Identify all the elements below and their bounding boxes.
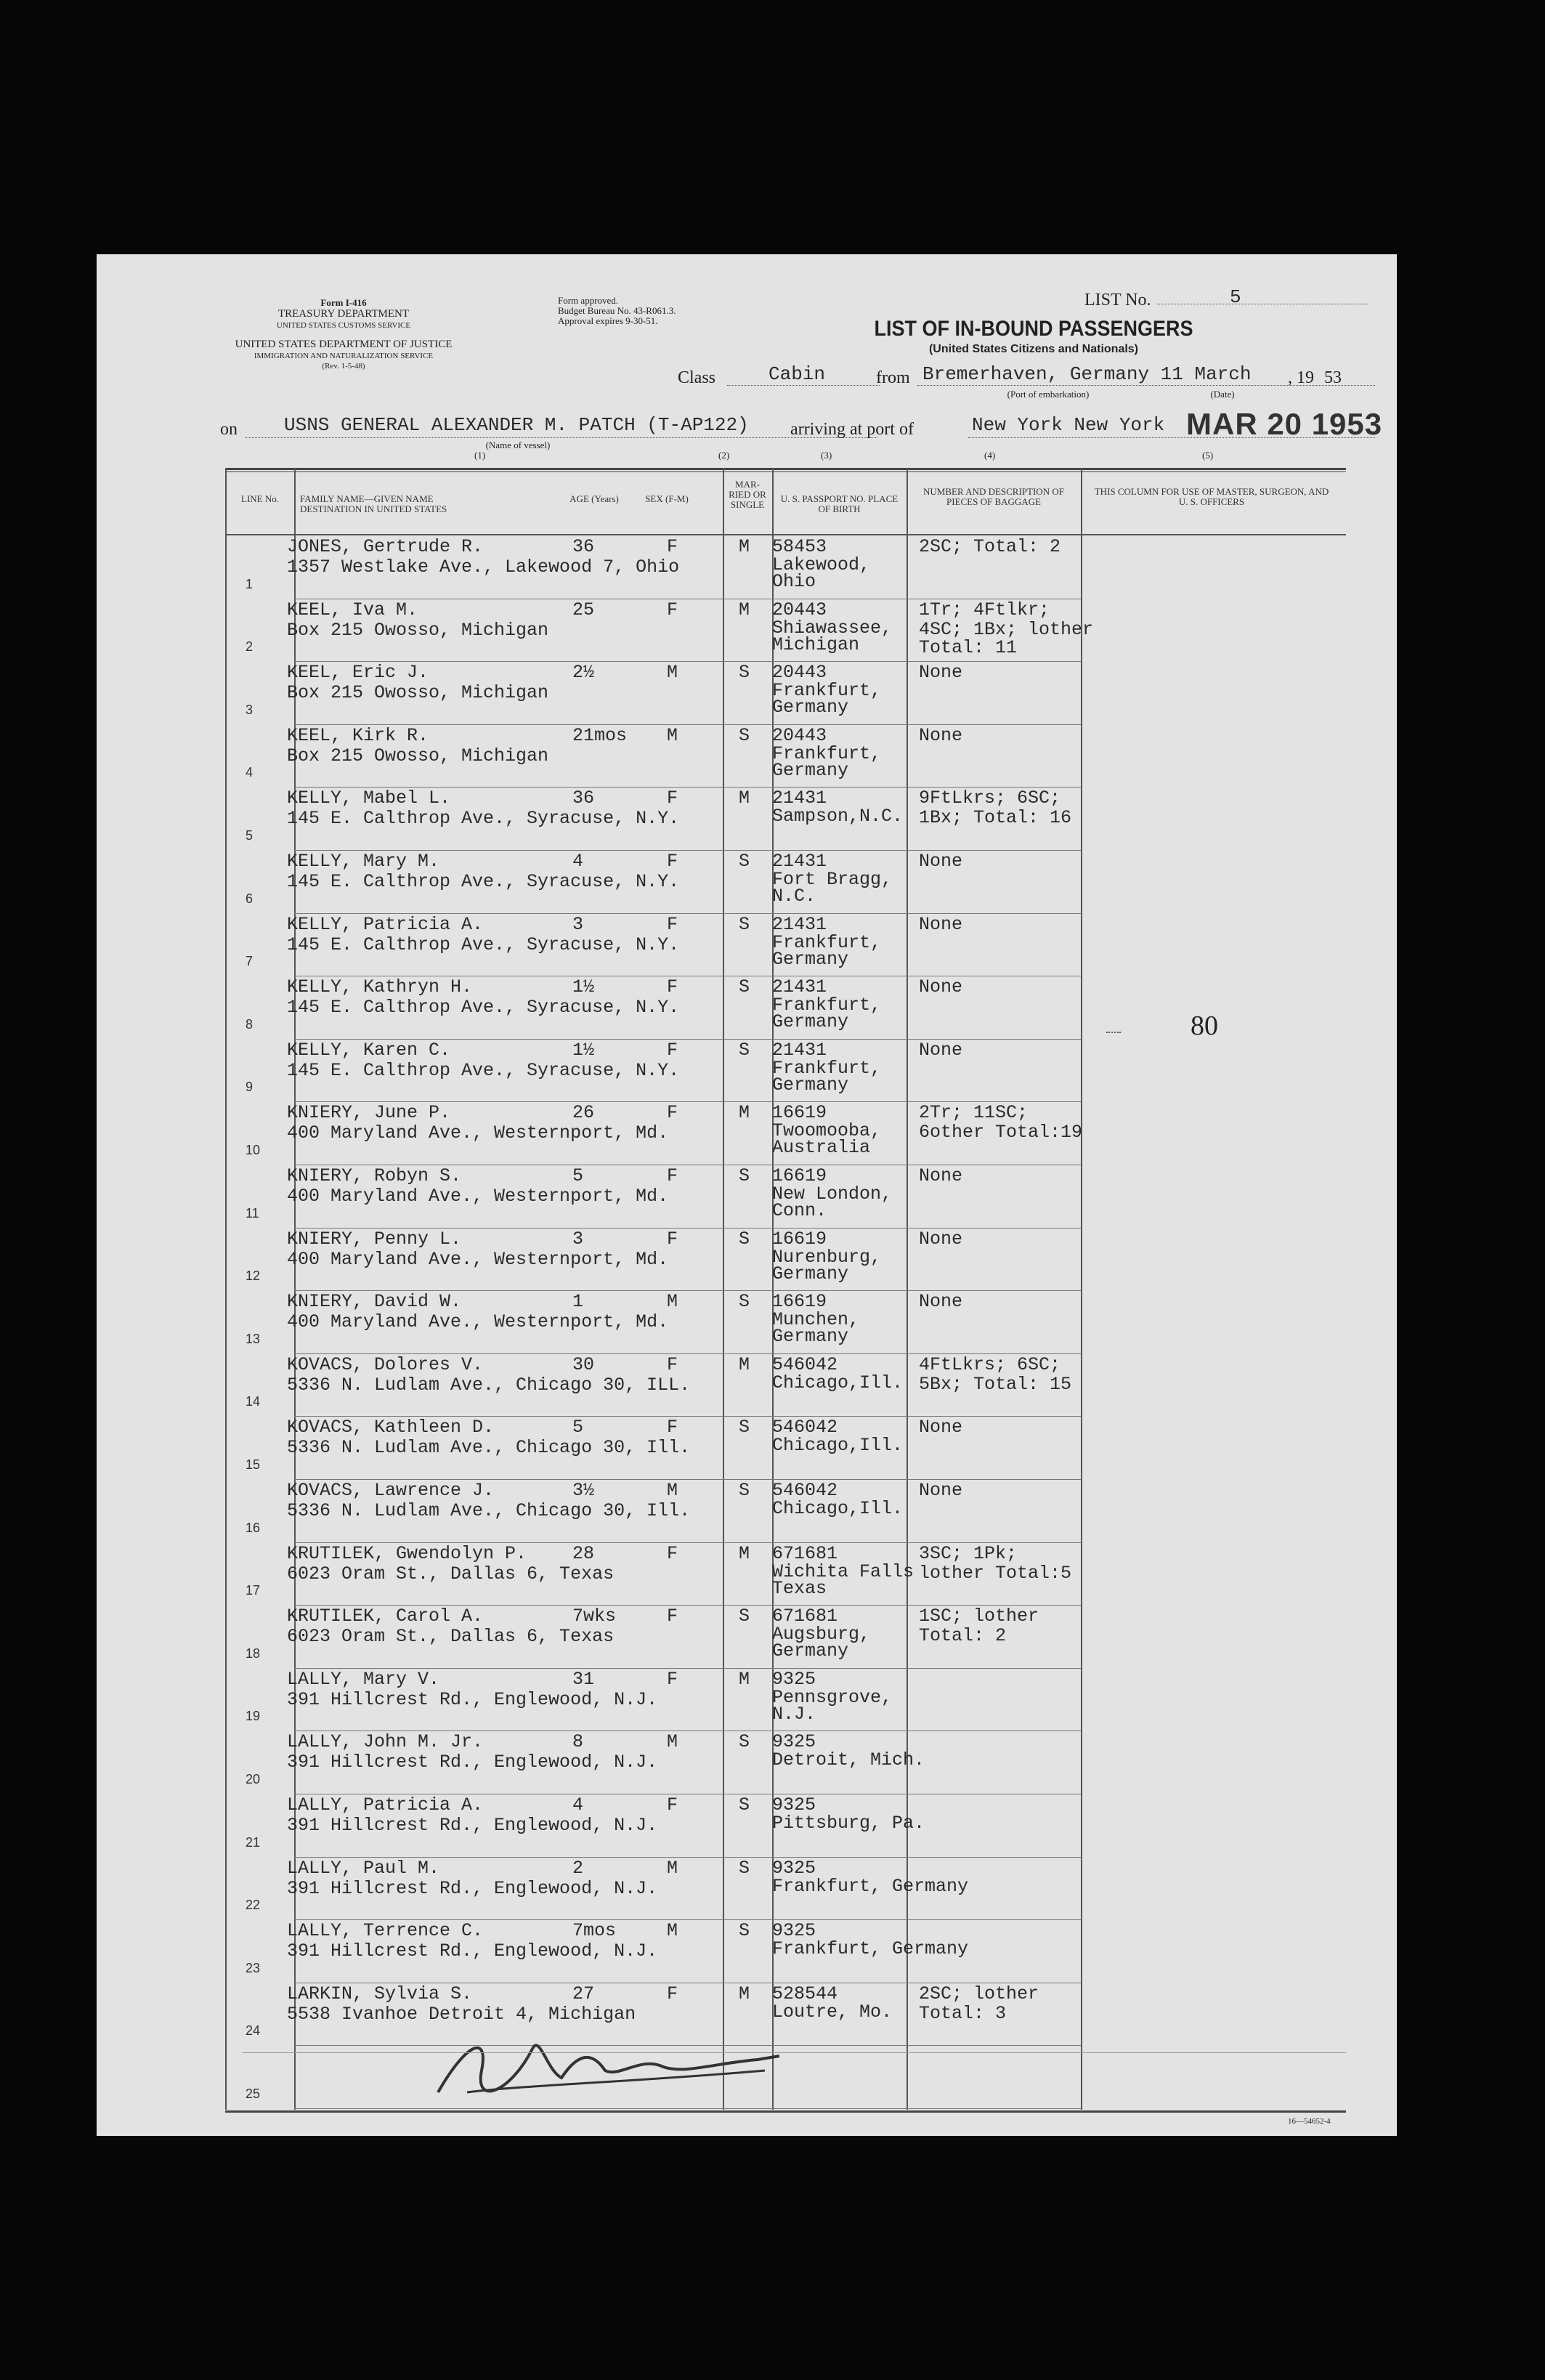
passport-number: 9325: [772, 1668, 816, 1690]
passenger-sex: F: [667, 1794, 678, 1816]
class-label: Class: [678, 368, 716, 387]
passenger-name: KELLY, Kathryn H.: [287, 976, 473, 998]
passenger-age: 26: [572, 1102, 595, 1124]
marital-status: M: [739, 599, 750, 620]
line-number: 23: [246, 1960, 261, 1975]
place-of-birth: Sampson,N.C.: [772, 806, 904, 827]
passport-number: 21431: [772, 788, 827, 809]
col-header-line: LINE No.: [241, 493, 279, 504]
place-of-birth-cont: Texas: [772, 1577, 827, 1599]
line-number: 24: [246, 2023, 261, 2039]
passport-number: 671681: [772, 1606, 838, 1627]
place-of-birth: Loutre, Mo.: [772, 2001, 893, 2023]
col-num-2: (2): [718, 450, 730, 461]
passenger-destination: 145 E. Calthrop Ave., Syracuse, N.Y.: [287, 1059, 680, 1081]
list-no-value: 5: [1230, 286, 1241, 308]
baggage-desc: None: [919, 1417, 963, 1438]
place-of-birth-cont: Conn.: [772, 1200, 827, 1221]
place-of-birth-cont: Michigan: [772, 634, 860, 655]
baggage-desc: None: [919, 724, 963, 746]
baggage-desc: None: [919, 976, 963, 998]
passenger-age: 27: [572, 1983, 595, 2004]
passenger-name: LALLY, John M. Jr.: [287, 1731, 484, 1753]
passenger-sex: F: [667, 1102, 678, 1124]
passport-number: 546042: [772, 1353, 838, 1375]
place-of-birth: Frankfurt,: [772, 995, 882, 1016]
passenger-name: KRUTILEK, Carol A.: [287, 1606, 484, 1627]
marital-status: S: [739, 1039, 750, 1061]
line-number: 8: [246, 1016, 254, 1032]
passport-number: 546042: [772, 1417, 838, 1438]
passenger-sex: M: [667, 1731, 678, 1753]
passenger-sex: F: [667, 1165, 678, 1186]
col-num-1: (1): [474, 450, 486, 461]
baggage-desc: 4FtLkrs; 6SC;: [919, 1353, 1061, 1375]
passenger-sex: F: [667, 1542, 678, 1564]
place-of-birth: Frankfurt, Germany: [772, 1938, 969, 1960]
passenger-name: KOVACS, Kathleen D.: [287, 1417, 495, 1438]
marital-status: S: [739, 1480, 750, 1501]
baggage-desc: 2SC; lother: [919, 1983, 1039, 2004]
marital-status: M: [739, 1102, 750, 1124]
line-number: 12: [246, 1268, 261, 1284]
marital-status: S: [739, 1228, 750, 1250]
passenger-sex: F: [667, 1417, 678, 1438]
line-number: 4: [246, 765, 254, 780]
place-of-birth: Frankfurt,: [772, 1057, 882, 1079]
place-of-birth: Chicago,Ill.: [772, 1498, 904, 1519]
passenger-destination: 5336 N. Ludlam Ave., Chicago 30, ILL.: [287, 1374, 691, 1396]
passenger-age: 36: [572, 536, 595, 557]
page-title: LIST OF IN-BOUND PASSENGERS: [874, 317, 1193, 341]
passport-number: 20443: [772, 724, 827, 746]
passenger-name: KEEL, Kirk R.: [287, 724, 429, 746]
passenger-destination: 5336 N. Ludlam Ave., Chicago 30, Ill.: [287, 1437, 691, 1459]
col-header-sex: SEX (F-M): [645, 493, 689, 504]
place-of-birth: Wichita Falls: [772, 1561, 915, 1582]
place-of-birth-cont: Germany: [772, 1263, 849, 1284]
place-of-birth-cont: Germany: [772, 759, 849, 781]
passenger-name: KNIERY, June P.: [287, 1102, 451, 1124]
line-number: 2: [246, 639, 254, 655]
place-of-birth-cont: Germany: [772, 697, 849, 719]
treasury-dept: TREASURY DEPARTMENT: [277, 308, 410, 320]
passenger-sex: M: [667, 1857, 678, 1879]
passenger-destination: Box 215 Owosso, Michigan: [287, 682, 549, 704]
line-number: 25: [246, 2086, 261, 2101]
passport-number: 21431: [772, 976, 827, 998]
line-number: 20: [246, 1772, 261, 1786]
passenger-name: KOVACS, Dolores V.: [287, 1353, 484, 1375]
place-of-birth: Frankfurt, Germany: [772, 1875, 969, 1897]
place-of-birth: Pittsburg, Pa.: [772, 1813, 925, 1834]
passenger-destination: 1357 Westlake Ave., Lakewood 7, Ohio: [287, 556, 680, 578]
passenger-age: 25: [572, 599, 595, 620]
passenger-age: 1: [572, 1291, 584, 1313]
baggage-desc: None: [919, 913, 963, 935]
place-of-birth: Nurenburg,: [772, 1246, 882, 1268]
passenger-sex: F: [667, 1983, 678, 2004]
marital-status: M: [739, 788, 750, 809]
passenger-age: 3: [572, 1228, 584, 1250]
passport-number: 16619: [772, 1291, 827, 1313]
passenger-name: LALLY, Patricia A.: [287, 1794, 484, 1816]
justice-dept: UNITED STATES DEPARTMENT OF JUSTICE: [235, 339, 453, 350]
passenger-age: 7mos: [572, 1920, 617, 1942]
line-number: 10: [246, 1143, 261, 1157]
line-number: 9: [246, 1080, 254, 1095]
passenger-destination: 6023 Oram St., Dallas 6, Texas: [287, 1626, 615, 1648]
passenger-destination: Box 215 Owosso, Michigan: [287, 619, 549, 641]
line-number: 13: [246, 1331, 261, 1346]
marital-status: S: [739, 851, 750, 872]
place-of-birth: Chicago,Ill.: [772, 1435, 904, 1457]
passenger-name: KELLY, Karen C.: [287, 1039, 451, 1061]
passenger-name: JONES, Gertrude R.: [287, 536, 484, 557]
vessel-caption: (Name of vessel): [485, 440, 551, 450]
vessel-name: USNS GENERAL ALEXANDER M. PATCH (T-AP122): [284, 414, 749, 436]
place-of-birth: Augsburg,: [772, 1624, 871, 1646]
passenger-destination: 5538 Ivanhoe Detroit 4, Michigan: [287, 2003, 636, 2025]
place-of-birth: Detroit, Mich.: [772, 1749, 925, 1771]
approval-note: Form approved. Budget Bureau No. 43-R061.3. Approval expires 9-30-51.: [558, 295, 676, 326]
customs-service: UNITED STATES CUSTOMS SERVICE: [276, 321, 411, 330]
passenger-name: KELLY, Mary M.: [287, 851, 440, 872]
passenger-name: KELLY, Mabel L.: [287, 788, 451, 809]
passenger-sex: F: [667, 851, 678, 872]
baggage-desc: 1SC; lother: [919, 1606, 1039, 1627]
marital-status: M: [739, 1353, 750, 1375]
place-of-birth-cont: Germany: [772, 1011, 849, 1033]
baggage-desc-cont: 1Bx; Total: 16: [919, 807, 1072, 829]
passport-number: 21431: [772, 1039, 827, 1061]
passenger-age: 31: [572, 1668, 595, 1690]
passenger-age: 4: [572, 851, 584, 872]
passport-number: 528544: [772, 1983, 838, 2004]
passenger-destination: 400 Maryland Ave., Westernport, Md.: [287, 1186, 669, 1207]
place-of-birth: Frankfurt,: [772, 680, 882, 702]
date-caption: (Date): [1210, 389, 1235, 400]
baggage-desc: 3SC; 1Pk;: [919, 1542, 1018, 1564]
passport-number: 9325: [772, 1731, 816, 1753]
col-num-4: (4): [984, 450, 996, 461]
passenger-name: KEEL, Eric J.: [287, 662, 429, 684]
passenger-destination: Box 215 Owosso, Michigan: [287, 745, 549, 766]
arrival-stamp: MAR 20 1953: [1186, 407, 1383, 441]
marital-status: M: [739, 1983, 750, 2004]
passenger-destination: 391 Hillcrest Rd., Englewood, N.J.: [287, 1877, 658, 1899]
passenger-sex: F: [667, 599, 678, 620]
passenger-name: KRUTILEK, Gwendolyn P.: [287, 1542, 527, 1564]
passenger-sex: F: [667, 536, 678, 557]
line-number: 6: [246, 891, 254, 906]
baggage-desc-cont: 5Bx; Total: 15: [919, 1373, 1072, 1395]
revision: (Rev. 1-5-48): [322, 362, 365, 371]
line-number: 11: [246, 1205, 259, 1221]
passenger-sex: F: [667, 1668, 678, 1690]
passenger-destination: 391 Hillcrest Rd., Englewood, N.J.: [287, 1815, 658, 1836]
marital-status: S: [739, 1417, 750, 1438]
passenger-age: 30: [572, 1353, 595, 1375]
passenger-destination: 145 E. Calthrop Ave., Syracuse, N.Y.: [287, 871, 680, 892]
col-header-officers: THIS COLUMN FOR USE OF MASTER, SURGEON, AND U. S. OFFICERS: [1094, 486, 1329, 507]
place-of-birth: Frankfurt,: [772, 742, 882, 764]
passenger-sex: M: [667, 1480, 678, 1501]
passport-number: 58453: [772, 536, 827, 557]
passenger-name: KNIERY, David W.: [287, 1291, 462, 1313]
col-header-married: MAR-RIED OR SINGLE: [729, 479, 766, 510]
passenger-destination: 400 Maryland Ave., Westernport, Md.: [287, 1122, 669, 1144]
col-header-name: FAMILY NAME—GIVEN NAME: [300, 493, 434, 504]
passenger-age: 4: [572, 1794, 584, 1816]
passenger-sex: F: [667, 788, 678, 809]
line-number: 1: [246, 576, 254, 591]
line-number: 21: [246, 1834, 261, 1850]
place-of-birth: Chicago,Ill.: [772, 1372, 904, 1393]
passenger-list-sheet: [97, 254, 1397, 2136]
marital-status: S: [739, 1857, 750, 1879]
from-label: from: [876, 368, 910, 387]
passenger-age: 8: [572, 1731, 584, 1753]
passport-number: 20443: [772, 599, 827, 620]
place-of-birth: Shiawassee,: [772, 617, 893, 639]
place-of-birth-cont: Ohio: [772, 571, 816, 592]
baggage-desc-cont: Total: 3: [919, 2002, 1007, 2024]
place-of-birth: Pennsgrove,: [772, 1686, 893, 1708]
baggage-desc-cont: 4SC; 1Bx; lother: [919, 618, 1094, 640]
margin-number: 80: [1191, 1011, 1218, 1041]
port-embark-caption: (Port of embarkation): [1007, 389, 1090, 400]
passenger-age: 3: [572, 913, 584, 935]
passenger-sex: M: [667, 1920, 678, 1942]
ins-service: IMMIGRATION AND NATURALIZATION SERVICE: [254, 352, 434, 360]
passport-number: 16619: [772, 1228, 827, 1250]
passenger-age: 7wks: [572, 1606, 617, 1627]
passenger-sex: F: [667, 1228, 678, 1250]
passenger-destination: 145 E. Calthrop Ave., Syracuse, N.Y.: [287, 997, 680, 1019]
baggage-desc-total: Total: 11: [919, 636, 1018, 658]
passport-number: 21431: [772, 913, 827, 935]
place-of-birth-cont: Germany: [772, 1640, 849, 1662]
year-value: 53: [1324, 368, 1342, 387]
passenger-name: KELLY, Patricia A.: [287, 913, 484, 935]
line-number: 15: [246, 1457, 261, 1472]
col-header-baggage: NUMBER AND DESCRIPTION OF PIECES OF BAGGAGE: [923, 486, 1064, 507]
passport-number: 21431: [772, 851, 827, 872]
passenger-age: 2: [572, 1857, 584, 1879]
passenger-name: LALLY, Mary V.: [287, 1668, 440, 1690]
line-number: 7: [246, 954, 254, 969]
passenger-name: KNIERY, Penny L.: [287, 1228, 462, 1250]
passport-number: 20443: [772, 662, 827, 684]
arrival-port: New York New York: [972, 414, 1165, 436]
baggage-desc: 2Tr; 11SC;: [919, 1102, 1029, 1124]
col-num-5: (5): [1202, 450, 1214, 461]
footer-code: 16—54652-4: [1288, 2117, 1331, 2126]
baggage-desc: None: [919, 851, 963, 872]
line-number: 16: [246, 1520, 261, 1535]
passport-number: 9325: [772, 1794, 816, 1816]
passenger-name: KOVACS, Lawrence J.: [287, 1480, 495, 1501]
place-of-birth-cont: N.C.: [772, 886, 816, 907]
passenger-sex: F: [667, 1606, 678, 1627]
passenger-sex: F: [667, 913, 678, 935]
marital-status: S: [739, 1291, 750, 1313]
passenger-name: LALLY, Terrence C.: [287, 1920, 484, 1942]
passenger-age: 3½: [572, 1480, 595, 1501]
passenger-age: 5: [572, 1417, 584, 1438]
passport-number: 9325: [772, 1920, 816, 1942]
marital-status: S: [739, 1794, 750, 1816]
passenger-destination: 5336 N. Ludlam Ave., Chicago 30, Ill.: [287, 1500, 691, 1521]
signature-icon: [423, 2027, 801, 2107]
passenger-name: LALLY, Paul M.: [287, 1857, 440, 1879]
passenger-name: KEEL, Iva M.: [287, 599, 418, 620]
marital-status: S: [739, 913, 750, 935]
line-number: 17: [246, 1583, 261, 1598]
place-of-birth-cont: Australia: [772, 1137, 871, 1159]
form-number: Form I-416: [320, 297, 367, 308]
col-num-3: (3): [821, 450, 832, 461]
passenger-sex: F: [667, 976, 678, 998]
passenger-destination: 6023 Oram St., Dallas 6, Texas: [287, 1563, 615, 1584]
passenger-sex: M: [667, 1291, 678, 1313]
passenger-sex: M: [667, 724, 678, 746]
baggage-desc-cont: lother Total:5: [919, 1562, 1072, 1584]
place-of-birth: Twoomooba,: [772, 1120, 882, 1142]
baggage-desc: None: [919, 1039, 963, 1061]
baggage-desc: None: [919, 662, 963, 684]
place-of-birth: Fort Bragg,: [772, 869, 893, 890]
line-number: 5: [246, 828, 254, 843]
passenger-name: LARKIN, Sylvia S.: [287, 1983, 473, 2004]
passport-number: 671681: [772, 1542, 838, 1564]
passenger-destination: 391 Hillcrest Rd., Englewood, N.J.: [287, 1752, 658, 1773]
baggage-desc: 9FtLkrs; 6SC;: [919, 788, 1061, 809]
place-of-birth-cont: Germany: [772, 1326, 849, 1348]
passenger-age: 1½: [572, 1039, 595, 1061]
passenger-age: 21mos: [572, 724, 628, 746]
marital-status: S: [739, 1606, 750, 1627]
baggage-desc-cont: Total: 2: [919, 1625, 1007, 1647]
line-number: 22: [246, 1898, 261, 1913]
marital-status: S: [739, 662, 750, 684]
place-of-birth: New London,: [772, 1183, 893, 1205]
baggage-desc: None: [919, 1480, 963, 1501]
class-value: Cabin: [769, 363, 826, 385]
passenger-sex: M: [667, 662, 678, 684]
line-number: 14: [246, 1394, 261, 1409]
passport-number: 546042: [772, 1480, 838, 1501]
baggage-desc: 1Tr; 4Ftlkr;: [919, 599, 1050, 620]
passport-number: 16619: [772, 1165, 827, 1186]
arriving-label: arriving at port of: [790, 420, 914, 439]
baggage-desc: 2SC; Total: 2: [919, 536, 1061, 557]
passenger-destination: 145 E. Calthrop Ave., Syracuse, N.Y.: [287, 934, 680, 955]
line-number: 18: [246, 1646, 261, 1661]
embark-port: Bremerhaven, Germany 11 March: [922, 363, 1252, 385]
passenger-sex: F: [667, 1039, 678, 1061]
on-label: on: [220, 420, 238, 439]
place-of-birth: Lakewood,: [772, 554, 871, 575]
marital-status: M: [739, 1542, 750, 1564]
passenger-age: 2½: [572, 662, 595, 684]
passenger-name: KNIERY, Robyn S.: [287, 1165, 462, 1186]
place-of-birth-cont: N.J.: [772, 1703, 816, 1725]
place-of-birth-cont: Germany: [772, 1074, 849, 1096]
baggage-desc-cont: 6other Total:19: [919, 1122, 1083, 1144]
line-number: 19: [246, 1709, 261, 1724]
passenger-destination: 145 E. Calthrop Ave., Syracuse, N.Y.: [287, 808, 680, 830]
list-no-label: LIST No.: [1084, 291, 1151, 309]
marital-status: M: [739, 536, 750, 557]
marital-status: S: [739, 976, 750, 998]
baggage-desc: None: [919, 1165, 963, 1186]
page-subtitle: (United States Citizens and Nationals): [928, 343, 1139, 355]
marital-status: S: [739, 724, 750, 746]
passenger-destination: 400 Maryland Ave., Westernport, Md.: [287, 1311, 669, 1333]
passenger-age: 5: [572, 1165, 584, 1186]
place-of-birth: Frankfurt,: [772, 931, 882, 953]
marital-status: S: [739, 1165, 750, 1186]
line-number: 3: [246, 702, 254, 717]
col-header-passport: U. S. PASSPORT NO. PLACE OF BIRTH: [780, 493, 899, 514]
col-header-destination: DESTINATION IN UNITED STATES: [300, 503, 447, 514]
passenger-destination: 400 Maryland Ave., Westernport, Md.: [287, 1248, 669, 1270]
passport-number: 9325: [772, 1857, 816, 1879]
marital-status: S: [739, 1920, 750, 1942]
place-of-birth-cont: Germany: [772, 948, 849, 970]
passport-number: 16619: [772, 1102, 827, 1124]
baggage-desc: None: [919, 1228, 963, 1250]
passenger-age: 36: [572, 788, 595, 809]
passenger-destination: 391 Hillcrest Rd., Englewood, N.J.: [287, 1688, 658, 1710]
place-of-birth: Munchen,: [772, 1309, 860, 1331]
col-header-age: AGE (Years): [569, 493, 619, 504]
passenger-age: 28: [572, 1542, 595, 1564]
marital-status: M: [739, 1668, 750, 1690]
baggage-desc: None: [919, 1291, 963, 1313]
marital-status: S: [739, 1731, 750, 1753]
passenger-destination: 391 Hillcrest Rd., Englewood, N.J.: [287, 1940, 658, 1962]
year-prefix: , 19: [1288, 368, 1314, 387]
passenger-age: 1½: [572, 976, 595, 998]
passenger-sex: F: [667, 1353, 678, 1375]
